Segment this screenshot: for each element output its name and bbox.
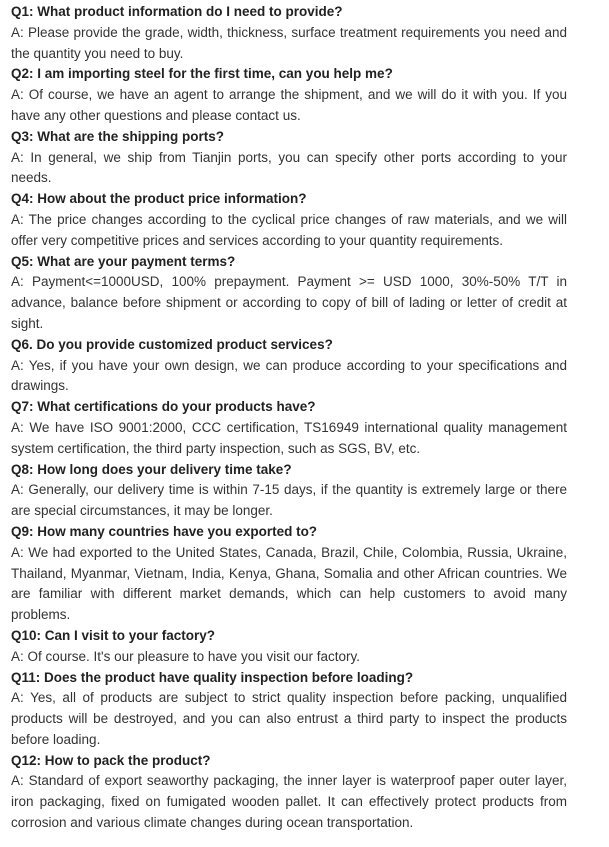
question: Q8: How long does your delivery time take? xyxy=(11,461,292,477)
question: Q4: How about the product price information? xyxy=(11,191,307,207)
question: Q7: What certifications do your products have? xyxy=(11,399,316,415)
faq-item-7 xyxy=(11,397,567,459)
question: Q3: What are the shipping ports? xyxy=(11,128,225,144)
answer: A: Yes, if you have your own design, we can produce according to your specifications and drawings. xyxy=(11,357,567,394)
faq-item-10 xyxy=(11,626,567,668)
faq-item-12 xyxy=(11,751,567,834)
answer: A: In general, we ship from Tianjin ports, you can specify other ports according to your needs. xyxy=(11,149,567,186)
faq-item-4 xyxy=(11,189,567,251)
answer: A: We had exported to the United States, Canada, Brazil, Chile, Colombia, Russia, Ukraine, Thailand, Myanmar, Vietnam, India, Kenya, Ghana, Somalia and other African countries. We are familiar with different market demands, which can help customers to avoid many problems. xyxy=(11,544,567,623)
question: Q12: How to pack the product? xyxy=(11,752,211,768)
answer: A: Payment<=1000USD, 100% prepayment. Payment >= USD 1000, 30%-50% T/T in advance, balance before shipment or according to copy of bill of lading or letter of credit at sight. xyxy=(11,274,567,331)
faq-item-3 xyxy=(11,127,567,189)
faq-item-9 xyxy=(11,522,567,626)
answer: A: Generally, our delivery time is within 7-15 days, if the quantity is extremely large or there are special circumstances, it may be longer. xyxy=(11,482,567,519)
faq-item-1 xyxy=(11,2,567,64)
answer: A: Of course. It's our pleasure to have you visit our factory. xyxy=(11,648,360,664)
question: Q6. Do you provide customized product services? xyxy=(11,336,333,352)
faq-item-8 xyxy=(11,460,567,522)
question: Q11: Does the product have quality inspection before loading? xyxy=(11,669,414,685)
faq-item-11 xyxy=(11,668,567,751)
question: Q2: I am importing steel for the first time, can you help me? xyxy=(11,66,393,82)
answer: A: Yes, all of products are subject to strict quality inspection before packing, unqualified products will be destroyed, and you can also entrust a third party to inspect the products before loading. xyxy=(11,690,567,747)
answer: A: Please provide the grade, width, thickness, surface treatment requirements you need and the quantity you need to buy. xyxy=(11,24,567,61)
faq-item-5 xyxy=(11,252,567,335)
faq-list xyxy=(11,2,567,834)
question: Q9: How many countries have you exported to? xyxy=(11,523,318,539)
faq-item-6 xyxy=(11,335,567,397)
answer: A: The price changes according to the cyclical price changes of raw materials, and we will offer very competitive prices and services according to your quantity requirements. xyxy=(11,211,567,248)
question: Q1: What product information do I need to provide? xyxy=(11,4,343,19)
question: Q5: What are your payment terms? xyxy=(11,253,236,269)
question: Q10: Can I visit to your factory? xyxy=(11,627,216,643)
answer: A: Standard of export seaworthy packaging, the inner layer is waterproof paper outer layer, iron packaging, fixed on fumigated wooden pallet. It can effectively protect products from corrosion and various climate changes during ocean transportation. xyxy=(11,773,567,831)
answer: A: Of course, we have an agent to arrange the shipment, and we will do it with you. If you have any other questions and please contact us. xyxy=(11,87,567,123)
answer: A: We have ISO 9001:2000, CCC certification, TS16949 international quality management system certification, the third party inspection, such as SGS, BV, etc. xyxy=(11,419,567,456)
faq-item-2 xyxy=(11,64,567,126)
